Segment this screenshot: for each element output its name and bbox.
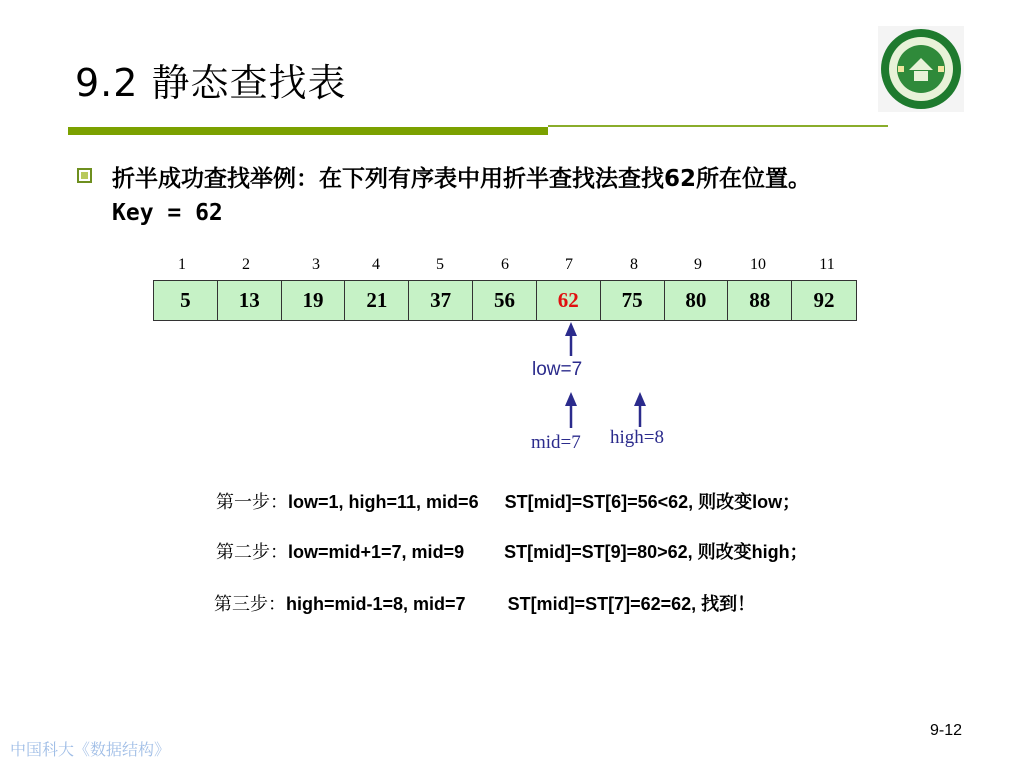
array-cell: 21 xyxy=(345,281,409,320)
low-pointer-label: low=7 xyxy=(532,359,583,380)
step-prefix: 第三步： xyxy=(214,594,286,615)
index-label: 2 xyxy=(242,256,250,273)
step-params: low=1, high=11, mid=6 xyxy=(288,492,479,512)
step-line-2 xyxy=(216,538,808,564)
array-cell: 5 xyxy=(154,281,218,320)
slide-title: 9.2 静态查找表 xyxy=(75,61,347,105)
array-cell: 80 xyxy=(665,281,729,320)
key-text: Key = 62 xyxy=(112,200,223,226)
array-cell-found: 62 xyxy=(537,281,601,320)
index-label: 4 xyxy=(372,256,380,273)
array-cell: 37 xyxy=(409,281,473,320)
array-cell: 13 xyxy=(218,281,282,320)
index-label: 3 xyxy=(312,256,320,273)
index-label: 11 xyxy=(819,256,835,273)
step-params: low=mid+1=7, mid=9 xyxy=(288,542,465,562)
index-label: 9 xyxy=(694,256,702,273)
step-line-1 xyxy=(216,488,800,514)
bullet-text: 折半成功查找举例：在下列有序表中用折半查找法查找62所在位置。 xyxy=(112,166,812,192)
array-cell: 19 xyxy=(282,281,346,320)
mid-pointer-label: mid=7 xyxy=(531,432,581,453)
title-rule-thick xyxy=(68,127,548,135)
bullet-square-icon xyxy=(77,168,92,183)
course-footer: 中国科大《数据结构》 xyxy=(10,740,171,759)
array-cell: 92 xyxy=(792,281,856,320)
step-compare: ST[mid]=ST[6]=56<62, 则改变low； xyxy=(504,492,801,512)
index-label: 1 xyxy=(178,256,186,273)
index-label: 6 xyxy=(501,256,509,273)
page-number: 9-12 xyxy=(930,722,963,739)
index-label: 5 xyxy=(436,256,444,273)
title-rule-thin xyxy=(548,125,888,127)
step-compare: ST[mid]=ST[7]=62=62, 找到！ xyxy=(507,594,756,614)
index-label: 10 xyxy=(750,256,766,273)
step-line-3 xyxy=(214,590,755,616)
step-prefix: 第二步： xyxy=(216,542,288,563)
high-pointer-label: high=8 xyxy=(610,427,664,448)
sorted-array xyxy=(153,280,857,321)
step-prefix: 第一步： xyxy=(216,492,288,513)
index-label: 8 xyxy=(630,256,638,273)
array-cell: 88 xyxy=(728,281,792,320)
index-label: 7 xyxy=(565,256,573,273)
low-arrowhead-icon xyxy=(565,322,577,336)
university-logo-icon xyxy=(878,26,964,112)
step-compare: ST[mid]=ST[9]=80>62, 则改变high； xyxy=(504,542,808,562)
high-arrowhead-icon xyxy=(634,392,646,406)
array-cell: 75 xyxy=(601,281,665,320)
array-cell: 56 xyxy=(473,281,537,320)
mid-arrowhead-icon xyxy=(565,392,577,406)
index-row xyxy=(0,256,1024,276)
step-params: high=mid-1=8, mid=7 xyxy=(286,594,466,614)
